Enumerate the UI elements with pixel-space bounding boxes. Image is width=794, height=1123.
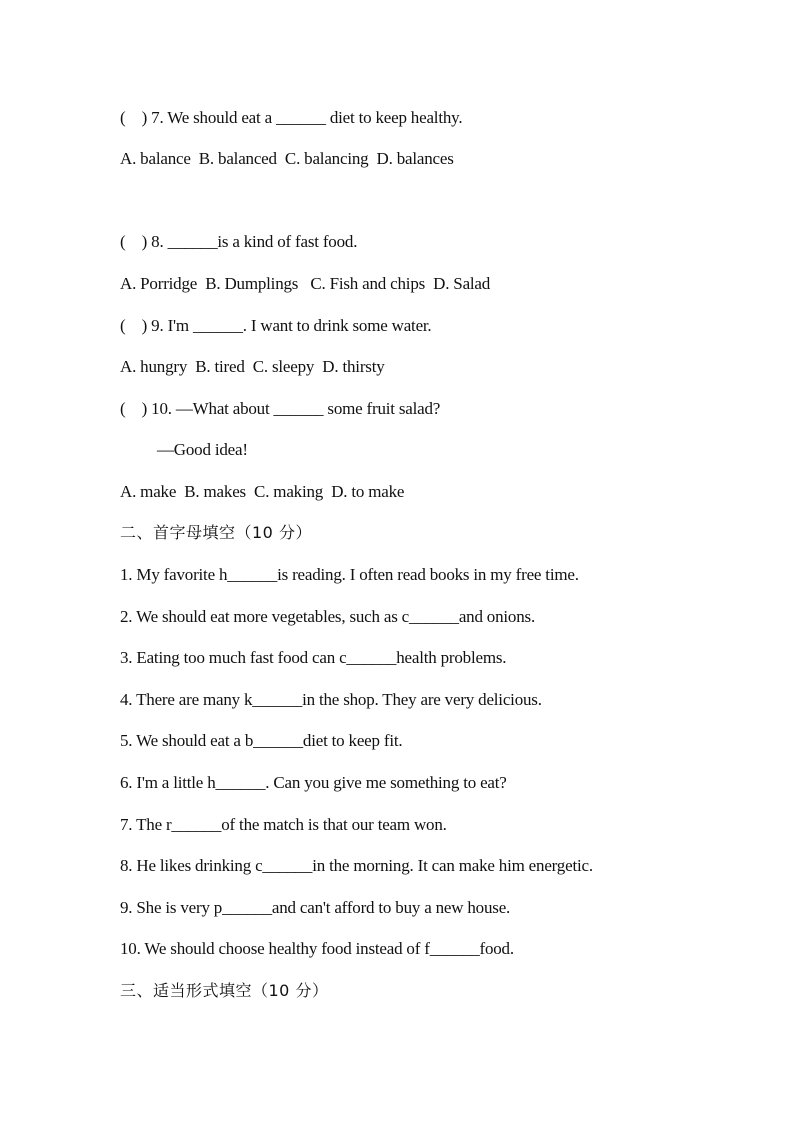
fill-item-5: 5. We should eat a b______diet to keep fit. bbox=[120, 731, 403, 750]
question-8-options: A. Porridge B. Dumplings C. Fish and chips D. Salad bbox=[120, 274, 491, 293]
fill-item-8: 8. He likes drinking c______in the morning. It can make him energetic. bbox=[120, 856, 593, 875]
section-2-title: 二、首字母填空（10 分） bbox=[120, 523, 312, 542]
fill-item-10: 10. We should choose healthy food instead of f______food. bbox=[120, 939, 514, 958]
fill-item-6: 6. I'm a little h______. Can you give me something to eat? bbox=[120, 773, 507, 792]
fill-item-7: 7. The r______of the match is that our team won. bbox=[120, 815, 447, 834]
question-7-stem: ( ) 7. We should eat a ______ diet to keep healthy. bbox=[120, 108, 463, 127]
question-10-options: A. make B. makes C. making D. to make bbox=[120, 482, 405, 501]
fill-item-1: 1. My favorite h______is reading. I often read books in my free time. bbox=[120, 565, 579, 584]
question-9-options: A. hungry B. tired C. sleepy D. thirsty bbox=[120, 357, 385, 376]
question-10-stem: ( ) 10. —What about ______ some fruit salad? bbox=[120, 399, 441, 418]
question-8-stem: ( ) 8. ______is a kind of fast food. bbox=[120, 232, 358, 251]
fill-item-3: 3. Eating too much fast food can c______health problems. bbox=[120, 648, 507, 667]
question-10-reply: —Good idea! bbox=[157, 440, 248, 459]
fill-item-2: 2. We should eat more vegetables, such as c______and onions. bbox=[120, 607, 536, 626]
question-9-stem: ( ) 9. I'm ______. I want to drink some water. bbox=[120, 316, 432, 335]
question-7-options: A. balance B. balanced C. balancing D. balances bbox=[120, 149, 454, 168]
section-3-title: 三、适当形式填空（10 分） bbox=[120, 981, 329, 1000]
fill-item-4: 4. There are many k______in the shop. They are very delicious. bbox=[120, 690, 542, 709]
fill-item-9: 9. She is very p______and can't afford to buy a new house. bbox=[120, 898, 511, 917]
